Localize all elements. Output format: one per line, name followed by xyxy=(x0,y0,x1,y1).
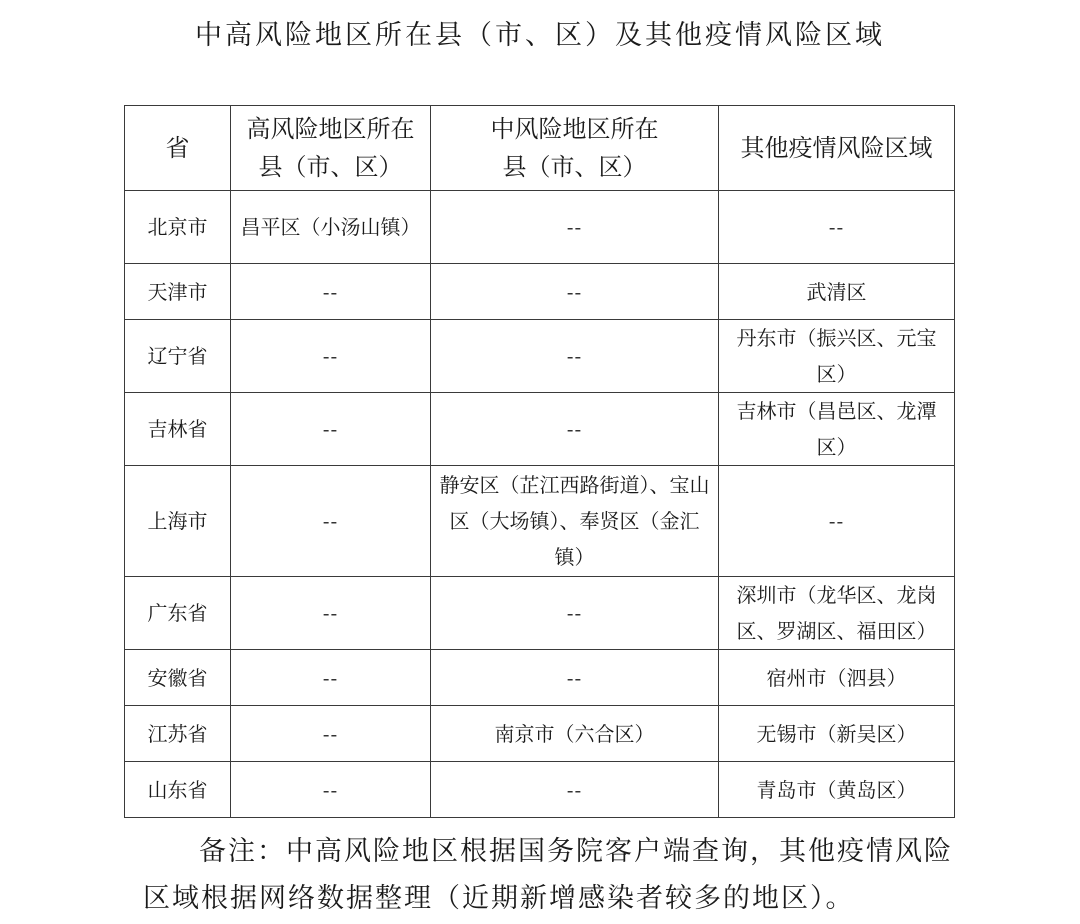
cell-high-risk: -- xyxy=(231,393,431,466)
cell-province: 山东省 xyxy=(125,762,231,818)
table-row xyxy=(125,264,955,320)
cell-medium-risk: -- xyxy=(431,762,719,818)
cell-other-risk: 武清区 xyxy=(719,264,955,320)
cell-high-risk: -- xyxy=(231,320,431,393)
cell-province: 江苏省 xyxy=(125,706,231,762)
risk-area-table xyxy=(124,105,955,818)
table-row xyxy=(125,191,955,264)
header-province: 省 xyxy=(125,106,231,191)
cell-other-risk: -- xyxy=(719,466,955,577)
cell-province: 上海市 xyxy=(125,466,231,577)
cell-other-risk: 丹东市（振兴区、元宝区） xyxy=(719,320,955,393)
footnote: 备注：中高风险地区根据国务院客户端查询，其他疫情风险区域根据网络数据整理（近期新增感染者较多的地区）。 xyxy=(143,836,953,914)
cell-medium-risk: 静安区（芷江西路街道）、宝山区（大场镇）、奉贤区（金汇镇） xyxy=(431,466,719,577)
table-row xyxy=(125,466,955,577)
header-medium-risk: 中风险地区所在县（市、区） xyxy=(431,106,719,191)
table-row xyxy=(125,320,955,393)
header-high-risk: 高风险地区所在县（市、区） xyxy=(231,106,431,191)
cell-other-risk: 吉林市（昌邑区、龙潭区） xyxy=(719,393,955,466)
cell-high-risk: -- xyxy=(231,650,431,706)
cell-other-risk: -- xyxy=(719,191,955,264)
cell-high-risk: -- xyxy=(231,264,431,320)
table-row xyxy=(125,577,955,650)
cell-other-risk: 青岛市（黄岛区） xyxy=(719,762,955,818)
cell-medium-risk: -- xyxy=(431,320,719,393)
table-header-row xyxy=(125,106,955,191)
cell-other-risk: 深圳市（龙华区、龙岗区、罗湖区、福田区） xyxy=(719,577,955,650)
cell-province: 辽宁省 xyxy=(125,320,231,393)
cell-province: 安徽省 xyxy=(125,650,231,706)
cell-medium-risk: -- xyxy=(431,264,719,320)
cell-medium-risk: 南京市（六合区） xyxy=(431,706,719,762)
page-title: 中高风险地区所在县（市、区）及其他疫情风险区域 xyxy=(195,20,885,51)
cell-province: 北京市 xyxy=(125,191,231,264)
cell-high-risk: -- xyxy=(231,466,431,577)
table-row xyxy=(125,650,955,706)
table-row xyxy=(125,706,955,762)
cell-high-risk: 昌平区（小汤山镇） xyxy=(231,191,431,264)
cell-other-risk: 无锡市（新吴区） xyxy=(719,706,955,762)
cell-high-risk: -- xyxy=(231,762,431,818)
header-other-risk: 其他疫情风险区域 xyxy=(719,106,955,191)
cell-other-risk: 宿州市（泗县） xyxy=(719,650,955,706)
cell-high-risk: -- xyxy=(231,577,431,650)
table-row xyxy=(125,762,955,818)
cell-high-risk: -- xyxy=(231,706,431,762)
table-row xyxy=(125,393,955,466)
cell-medium-risk: -- xyxy=(431,393,719,466)
cell-medium-risk: -- xyxy=(431,577,719,650)
cell-province: 吉林省 xyxy=(125,393,231,466)
cell-province: 广东省 xyxy=(125,577,231,650)
cell-medium-risk: -- xyxy=(431,191,719,264)
cell-province: 天津市 xyxy=(125,264,231,320)
cell-medium-risk: -- xyxy=(431,650,719,706)
